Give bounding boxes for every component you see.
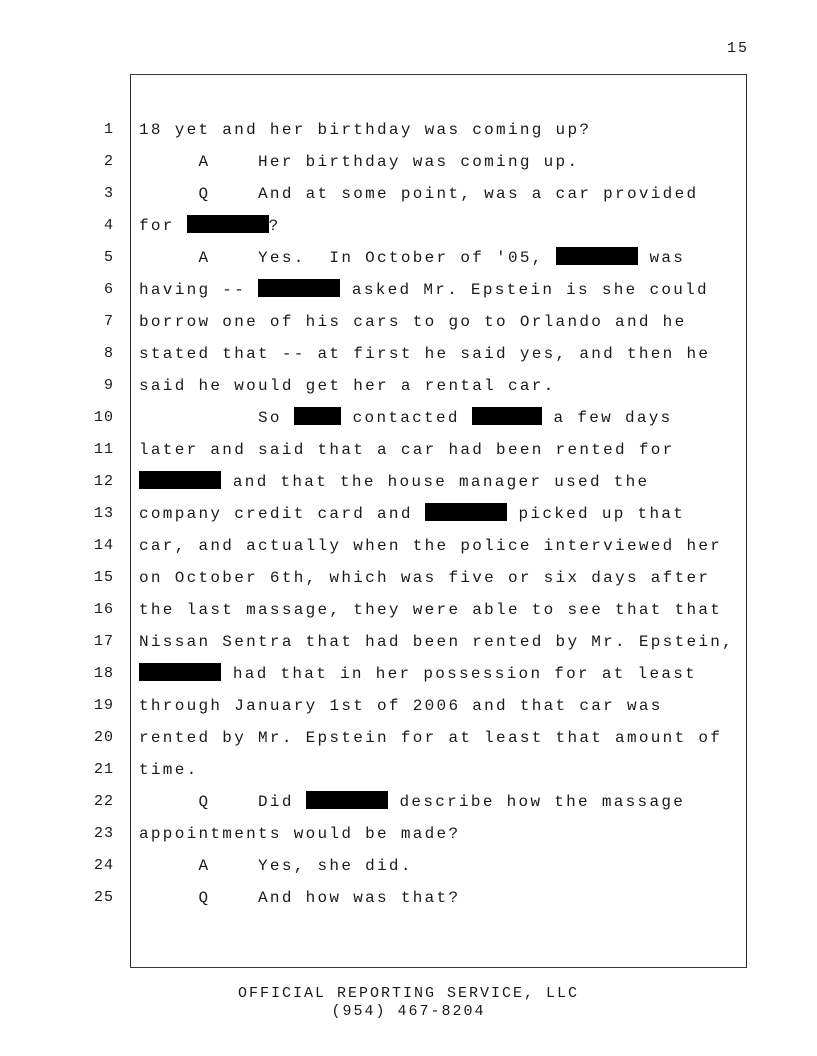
transcript-line: [0, 790, 817, 822]
line-number: 22: [93, 793, 114, 810]
frame-top-rule: [130, 74, 747, 75]
transcript-line: [0, 182, 817, 214]
text-segment: having --: [139, 281, 259, 299]
transcript-line: [0, 246, 817, 278]
line-number: 14: [93, 537, 114, 554]
line-text: [139, 886, 460, 910]
transcript-line: [0, 310, 817, 342]
transcript-line: [0, 374, 817, 406]
footer: [0, 985, 817, 1021]
line-text: [139, 214, 281, 238]
text-segment: rented by Mr. Epstein for at least that amount of: [139, 729, 723, 747]
line-number: 16: [93, 601, 114, 618]
line-text: [139, 662, 697, 686]
text-segment: and that the house manager used the: [221, 473, 650, 491]
line-text: [139, 598, 722, 622]
line-number: 17: [93, 633, 114, 650]
line-number: 6: [103, 281, 114, 298]
line-number: 5: [103, 249, 114, 266]
line-number: 23: [93, 825, 114, 842]
text-segment: So: [139, 409, 294, 427]
line-text: [139, 470, 649, 494]
text-segment: describe how the massage: [387, 793, 686, 811]
line-text: [139, 438, 675, 462]
text-segment: through January 1st of 2006 and that car was: [139, 697, 663, 715]
transcript-line: [0, 214, 817, 246]
line-text: [139, 854, 413, 878]
line-number: 12: [93, 473, 114, 490]
redaction-block: [139, 663, 221, 681]
line-number: 10: [93, 409, 114, 426]
line-number: 20: [93, 729, 114, 746]
line-text: [139, 150, 579, 174]
line-number: 4: [103, 217, 114, 234]
line-number: 2: [103, 153, 114, 170]
transcript-line: [0, 886, 817, 918]
line-text: [139, 822, 460, 846]
line-text: [139, 374, 556, 398]
text-segment: borrow one of his cars to go to Orlando and he: [139, 313, 687, 331]
transcript-line: [0, 822, 817, 854]
transcript-lines: [0, 118, 817, 918]
text-segment: for: [139, 217, 187, 235]
text-segment: 18 yet and her birthday was coming up?: [139, 121, 592, 139]
text-segment: was: [637, 249, 686, 267]
line-text: [139, 310, 686, 334]
transcript-line: [0, 598, 817, 630]
transcript-line: [0, 406, 817, 438]
line-number: 21: [93, 761, 114, 778]
redaction-block: [187, 215, 269, 233]
text-segment: Q And how was that?: [139, 889, 461, 907]
line-text: [139, 566, 710, 590]
line-number: 9: [103, 377, 114, 394]
text-segment: appointments would be made?: [139, 825, 461, 843]
transcript-line: [0, 726, 817, 758]
text-segment: contacted: [340, 409, 472, 427]
text-segment: A Her birthday was coming up.: [139, 153, 580, 171]
text-segment: on October 6th, which was five or six days after: [139, 569, 711, 587]
line-text: [139, 118, 591, 142]
line-text: [139, 182, 698, 206]
text-segment: ?: [268, 217, 281, 235]
line-text: [139, 630, 734, 654]
line-number: 8: [103, 345, 114, 362]
redaction-block: [294, 407, 341, 425]
line-number: 24: [93, 857, 114, 874]
transcript-line: [0, 502, 817, 534]
line-number: 13: [93, 505, 114, 522]
text-segment: picked up that: [506, 505, 686, 523]
line-number: 11: [93, 441, 114, 458]
text-segment: time.: [139, 761, 199, 779]
redaction-block: [556, 247, 638, 265]
transcript-line: [0, 470, 817, 502]
transcript-line: [0, 150, 817, 182]
line-text: [139, 790, 685, 814]
redaction-block: [306, 791, 388, 809]
text-segment: later and said that a car had been rented for: [139, 441, 675, 459]
transcript-line: [0, 342, 817, 374]
text-segment: Q Did: [139, 793, 306, 811]
text-segment: company credit card and: [139, 505, 425, 523]
transcript-line: [0, 278, 817, 310]
text-segment: a few days: [541, 409, 673, 427]
transcript-line: [0, 662, 817, 694]
transcript-line: [0, 694, 817, 726]
text-segment: had that in her possession for at least: [221, 665, 698, 683]
line-number: 7: [103, 313, 114, 330]
text-segment: Nissan Sentra that had been rented by Mr. Epstein,: [139, 633, 735, 651]
line-number: 3: [103, 185, 114, 202]
transcript-line: [0, 758, 817, 790]
redaction-block: [472, 407, 542, 425]
redaction-block: [258, 279, 340, 297]
line-text: [139, 342, 710, 366]
line-number: 15: [93, 569, 114, 586]
transcript-line: [0, 438, 817, 470]
text-segment: car, and actually when the police interviewed her: [139, 537, 723, 555]
text-segment: stated that -- at first he said yes, and then he: [139, 345, 711, 363]
line-text: [139, 278, 709, 302]
redaction-block: [425, 503, 507, 521]
text-segment: asked Mr. Epstein is she could: [340, 281, 709, 299]
line-text: [139, 694, 663, 718]
line-text: [139, 502, 685, 526]
page-number: 15: [727, 40, 750, 57]
text-segment: said he would get her a rental car.: [139, 377, 556, 395]
line-number: 1: [103, 121, 114, 138]
transcript-line: [0, 630, 817, 662]
frame-bottom-rule: [130, 967, 747, 968]
text-segment: Q And at some point, was a car provided: [139, 185, 699, 203]
line-text: [139, 758, 199, 782]
text-segment: A Yes, she did.: [139, 857, 413, 875]
line-number: 19: [93, 697, 114, 714]
transcript-line: [0, 566, 817, 598]
footer-company: OFFICIAL REPORTING SERVICE, LLC: [237, 985, 580, 1002]
text-segment: A Yes. In October of '05,: [139, 249, 556, 267]
line-text: [139, 726, 722, 750]
line-text: [139, 534, 722, 558]
transcript-line: [0, 854, 817, 886]
line-text: [139, 406, 673, 430]
transcript-line: [0, 118, 817, 150]
text-segment: the last massage, they were able to see that that: [139, 601, 723, 619]
footer-phone: (954) 467-8204: [331, 1003, 486, 1020]
line-number: 18: [93, 665, 114, 682]
redaction-block: [139, 471, 221, 489]
transcript-line: [0, 534, 817, 566]
line-text: [139, 246, 685, 270]
line-number: 25: [93, 889, 114, 906]
